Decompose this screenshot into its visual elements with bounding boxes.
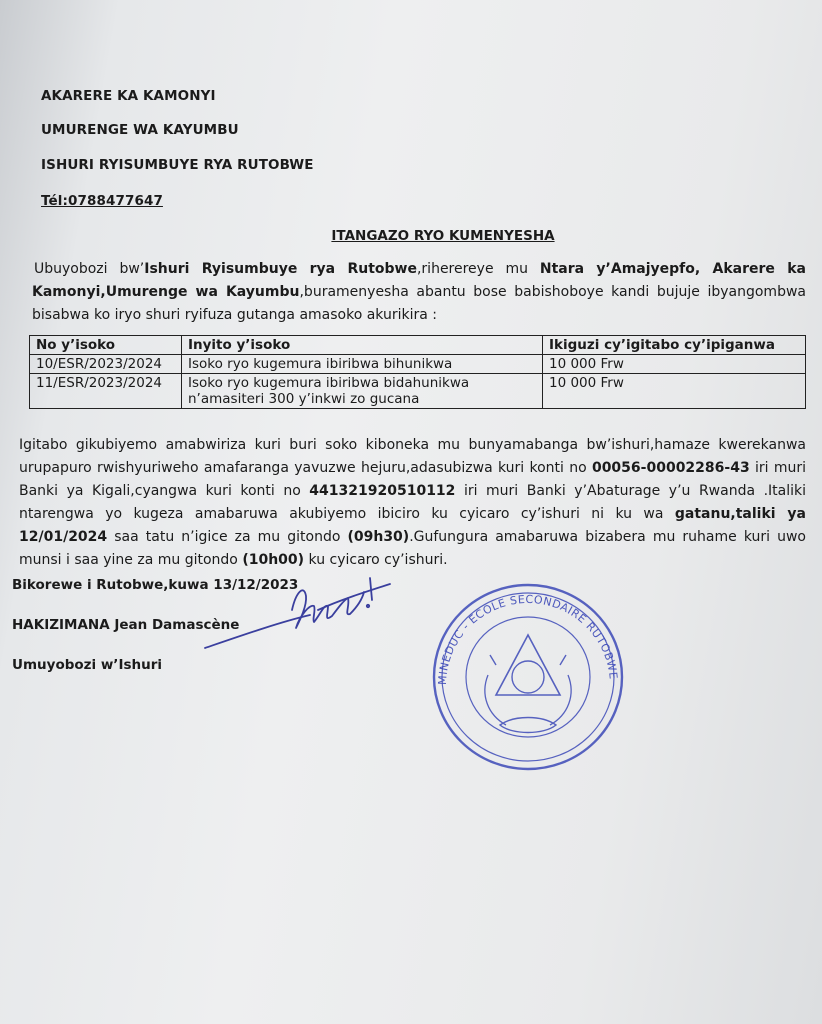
intro-paragraph [32, 258, 806, 327]
intro-text-3: ,buramenyesha abantu bose babishoboye kandi bujuje ibyangombwa bisabwa ko iryo shuri ryifuza gutanga amasoko akurikira : [32, 284, 806, 323]
body-text-2: iri muri Banki ya Kigali,cyangwa kuri konti no [19, 460, 807, 499]
opening-time: (10h00) [242, 552, 305, 568]
tender-cost: 10 000 Frw [543, 374, 806, 409]
header-school: ISHURI RYISUMBUYE RYA RUTOBWE [41, 157, 314, 173]
column-header-title: Inyito y’isoko [182, 336, 543, 355]
body-paragraph [19, 434, 806, 572]
intro-school-name: Ishuri Ryisumbuye rya Rutobwe [144, 261, 417, 277]
table-header-row [30, 336, 806, 355]
tender-number: 10/ESR/2023/2024 [30, 355, 182, 374]
body-text-3: iri muri Banki y’Abaturage y’u Rwanda .Italiki ntarengwa yo kugeza amabaruwa akubiyemo ibiciro ku cyicaro cy’ishuri ni ku wa [19, 483, 807, 522]
tender-title: Isoko ryo kugemura ibiribwa bidahunikwa n’amasiteri 300 y’inkwi zo gucana [182, 374, 543, 409]
place-and-date: Bikorewe i Rutobwe,kuwa 13/12/2023 [12, 577, 299, 593]
tender-cost: 10 000 Frw [543, 355, 806, 374]
header-telephone: Tél:0788477647 [41, 193, 163, 209]
header-district: AKARERE KA KAMONYI [41, 88, 216, 104]
signatory-name: HAKIZIMANA Jean Damascène [12, 617, 240, 633]
tender-title: Isoko ryo kugemura ibiribwa bihunikwa [182, 355, 543, 374]
column-header-cost: Ikiguzi cy’igitabo cy’ipiganwa [543, 336, 806, 355]
tender-number: 11/ESR/2023/2024 [30, 374, 182, 409]
signatory-role: Umuyobozi w’Ishuri [12, 657, 163, 673]
deadline-time: (09h30) [347, 529, 410, 545]
table-row [30, 355, 806, 374]
header-sector: UMURENGE WA KAYUMBU [41, 122, 239, 138]
school-stamp [418, 565, 638, 775]
intro-location: Ntara y’Amajyepfo, Akarere ka Kamonyi,Umurenge wa Kayumbu [32, 261, 807, 300]
deadline-date: gatanu,taliki ya 12/01/2024 [19, 506, 806, 545]
account-number-bk: 00056-00002286-43 [591, 460, 750, 476]
body-text-6: ku cyicaro cy’ishuri. [304, 552, 448, 568]
intro-text-2: ,riherereye mu [416, 261, 540, 277]
table-row [30, 374, 806, 409]
stamp-text: MINEDUC - ECOLE SECONDAIRE RUTOBWE [435, 592, 620, 686]
body-text-4: saa tatu n’igice za mu gitondo [107, 529, 348, 545]
tenders-table [29, 335, 806, 409]
document-title-text: ITANGAZO RYO KUMENYESHA [331, 228, 555, 244]
body-text-1: Igitabo gikubiyemo amabwiriza kuri buri soko kiboneka mu bunyamabanga bw’ishuri,hamaze kwerekanwa urupapuro rwishyuriweho amafaranga yavuzwe hejuru,adasubizwa kuri konti no [19, 437, 806, 476]
column-header-number: No y’isoko [30, 336, 182, 355]
document-title [0, 228, 822, 244]
account-number-bpr: 441321920510112 [309, 483, 456, 499]
body-text-5: .Gufungura amabaruwa bizabera mu ruhame kuri uwo munsi i saa yine za mu gitondo [19, 529, 806, 568]
svg-text:MINEDUC - ECOLE SECONDAIRE RUT [436, 593, 620, 685]
handwritten-signature [200, 570, 420, 650]
intro-text-1: Ubuyobozi bw’ [34, 261, 145, 277]
